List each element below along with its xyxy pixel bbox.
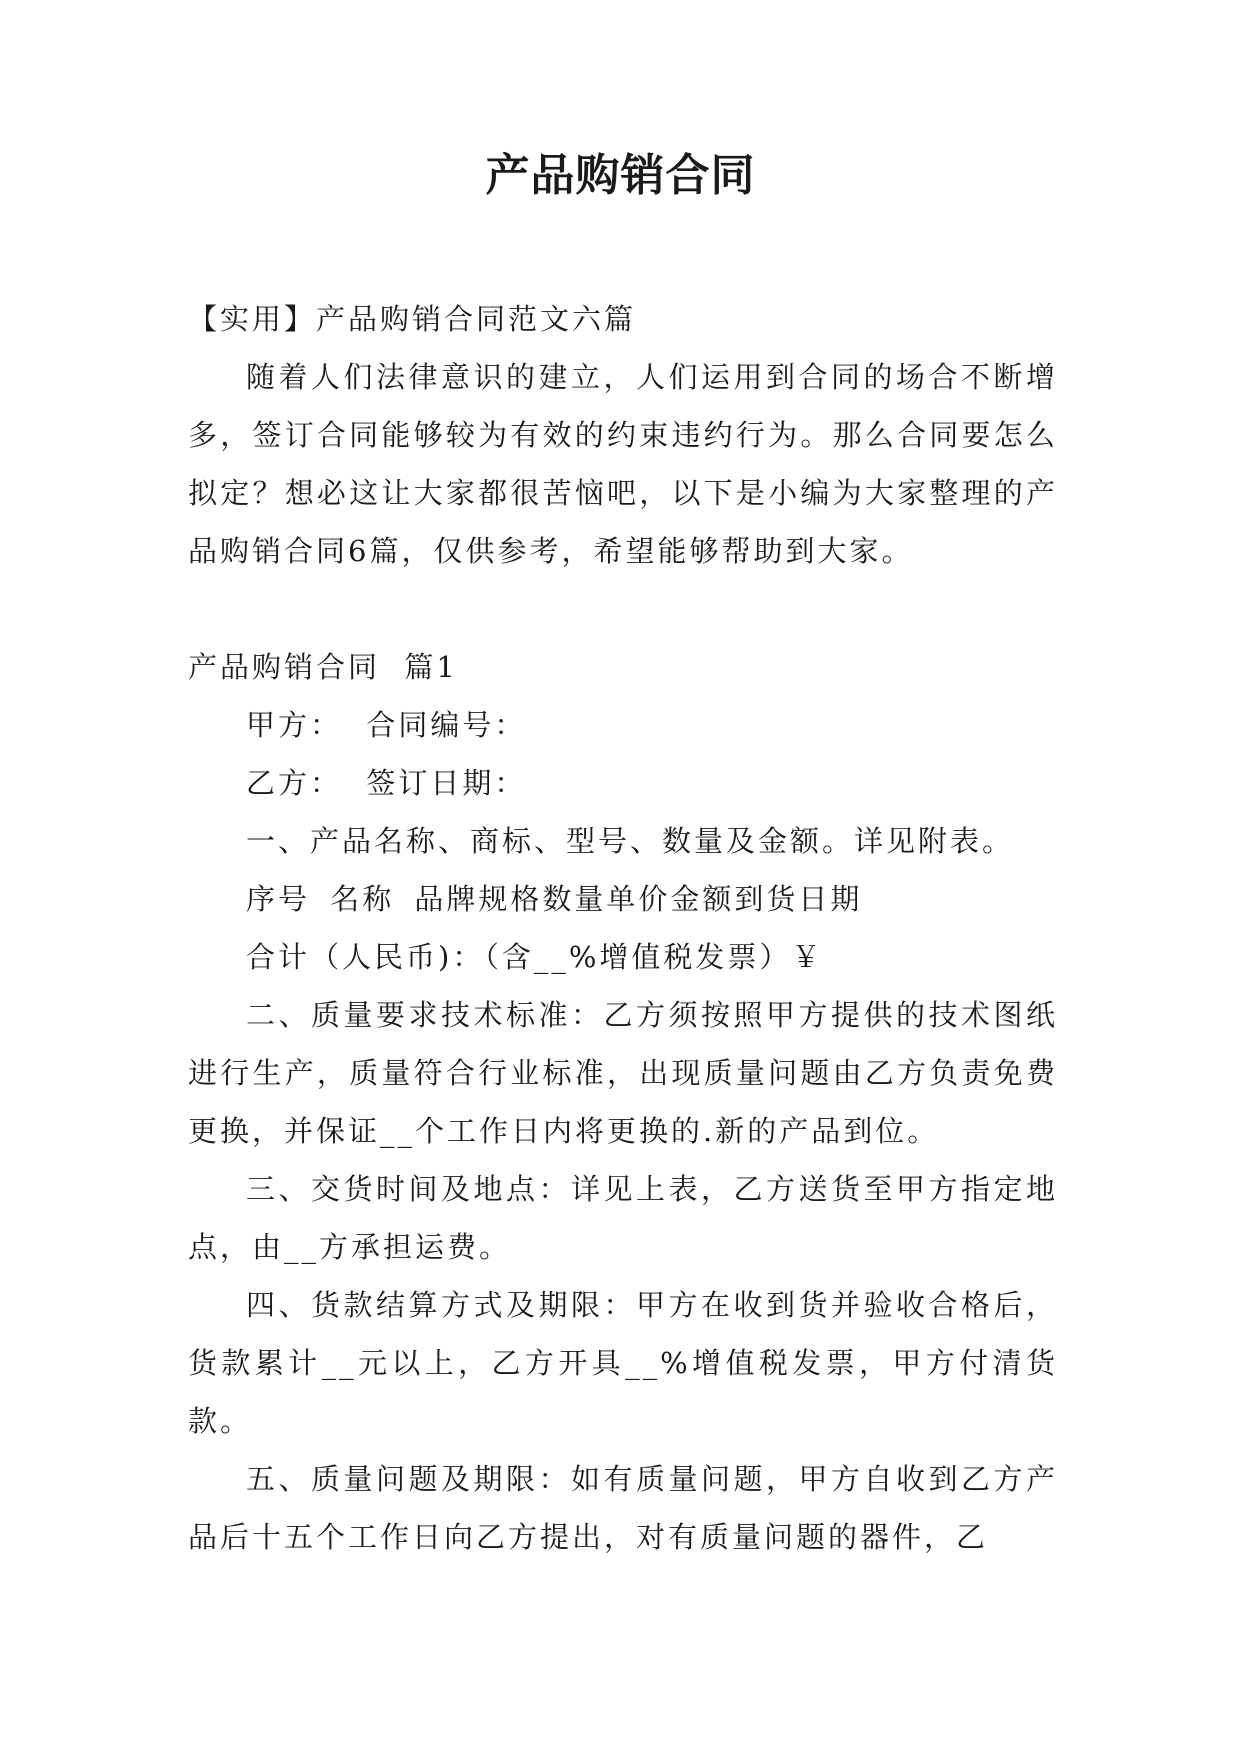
clause-4: 四、货款结算方式及期限：甲方在收到货并验收合格后，货款累计__元以上，乙方开具__%增值税发票，甲方付清货款。: [188, 1288, 1058, 1438]
document-title: 产品购销合同: [485, 150, 756, 201]
party-a-line: 甲方： 合同编号：: [246, 708, 527, 742]
intro-paragraph: 随着人们法律意识的建立，人们运用到合同的场合不断增多，签订合同能够较为有效的约束违约行为。那么合同要怎么拟定？想必这让大家都很苦恼吧，以下是小编为大家整理的产品购销合同6篇，仅供参考，希望能够帮助到大家。: [188, 360, 1058, 568]
section-heading: 产品购销合同 篇1: [188, 650, 458, 684]
document-subtitle: 【实用】产品购销合同范文六篇: [188, 302, 637, 336]
clause-2: 二、质量要求技术标准：乙方须按照甲方提供的技术图纸进行生产，质量符合行业标准，出现质量问题由乙方负责免费更换，并保证__个工作日内将更换的.新的产品到位。: [188, 998, 1058, 1148]
table-header-line: 序号 名称 品牌规格数量单价金额到货日期: [246, 882, 863, 916]
party-b-line: 乙方： 签订日期：: [246, 766, 527, 800]
clause-3: 三、交货时间及地点：详见上表，乙方送货至甲方指定地点，由__方承担运费。: [188, 1172, 1058, 1264]
total-line: 合计（人民币)：（含__%增值税发票）￥: [246, 940, 824, 974]
document-body: [188, 290, 1058, 1566]
clause-5: 五、质量问题及期限：如有质量问题，甲方自收到乙方产品后十五个工作日向乙方提出，对有质量问题的器件，乙: [188, 1462, 1058, 1554]
clause-1: 一、产品名称、商标、型号、数量及金额。详见附表。: [246, 824, 1015, 858]
